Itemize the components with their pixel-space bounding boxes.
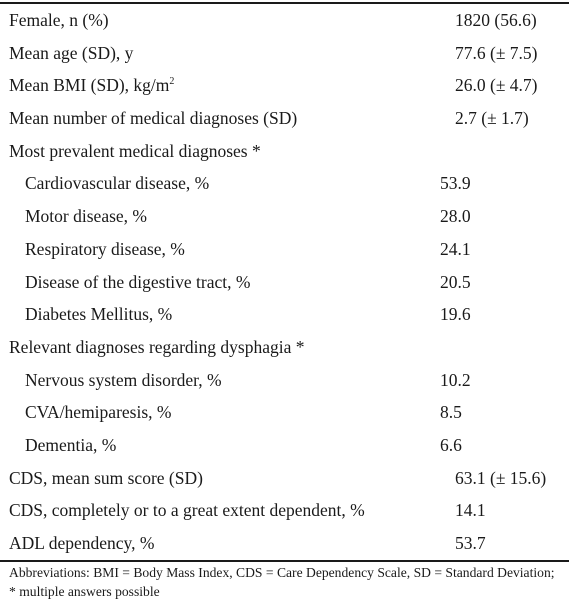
row-value: 77.6 (± 7.5) <box>455 42 538 63</box>
row-value: 28.0 <box>440 206 471 227</box>
row-value: 2.7 (± 1.7) <box>455 108 529 129</box>
table-row <box>0 527 569 560</box>
row-label: Motor disease, % <box>25 206 147 227</box>
row-label: Disease of the digestive tract, % <box>25 271 251 292</box>
table-row <box>0 37 569 70</box>
row-label: Dementia, % <box>25 434 117 455</box>
table-row <box>0 69 569 102</box>
section-label: Most prevalent medical diagnoses * <box>9 140 261 161</box>
row-label: Female, n (%) <box>9 10 109 30</box>
row-label: CDS, mean sum score (SD) <box>9 467 203 488</box>
row-label: Mean number of medical diagnoses (SD) <box>9 108 298 129</box>
table-row <box>0 364 569 397</box>
table-section-heading <box>0 331 569 364</box>
table-row <box>0 167 569 200</box>
table-bottom-rule <box>0 560 569 562</box>
row-label: Diabetes Mellitus, % <box>25 304 173 325</box>
row-value: 6.6 <box>440 434 462 455</box>
row-value: 1820 (56.6) <box>455 10 537 30</box>
table-section-heading <box>0 135 569 168</box>
table-row <box>0 233 569 266</box>
row-label <box>9 69 174 102</box>
row-label-superscript: 2 <box>169 76 175 88</box>
table-row <box>0 494 569 527</box>
row-value: 63.1 (± 15.6) <box>455 467 547 488</box>
table-footnote: Abbreviations: BMI = Body Mass Index, CDS = Care Dependency Scale, SD = Standard Deviation; * multiple answers possible <box>9 565 555 599</box>
row-label: Respiratory disease, % <box>25 238 185 259</box>
row-label: CDS, completely or to a great extent dependent, % <box>9 500 365 521</box>
row-label: ADL dependency, % <box>9 533 155 553</box>
row-value: 24.1 <box>440 238 471 259</box>
table-body <box>0 4 569 560</box>
table-row <box>0 266 569 299</box>
row-value: 19.6 <box>440 304 471 325</box>
row-label: CVA/hemiparesis, % <box>25 402 172 423</box>
section-label: Relevant diagnoses regarding dysphagia * <box>9 336 305 357</box>
row-label: Cardiovascular disease, % <box>25 173 210 194</box>
row-value: 8.5 <box>440 402 462 423</box>
table-row <box>0 396 569 429</box>
row-value: 20.5 <box>440 271 471 292</box>
row-label: Nervous system disorder, % <box>25 369 222 390</box>
row-value: 26.0 (± 4.7) <box>455 75 538 96</box>
row-value: 53.7 <box>455 533 486 553</box>
table-row <box>0 462 569 495</box>
table-row <box>0 298 569 331</box>
table-row <box>0 200 569 233</box>
row-value: 53.9 <box>440 173 471 194</box>
row-label-text: Mean BMI (SD), kg/m <box>9 75 170 96</box>
table-row <box>0 102 569 135</box>
table-row <box>0 4 569 37</box>
row-label: Mean age (SD), y <box>9 42 134 63</box>
row-value: 10.2 <box>440 369 471 390</box>
table-row <box>0 429 569 462</box>
row-value: 14.1 <box>455 500 486 521</box>
